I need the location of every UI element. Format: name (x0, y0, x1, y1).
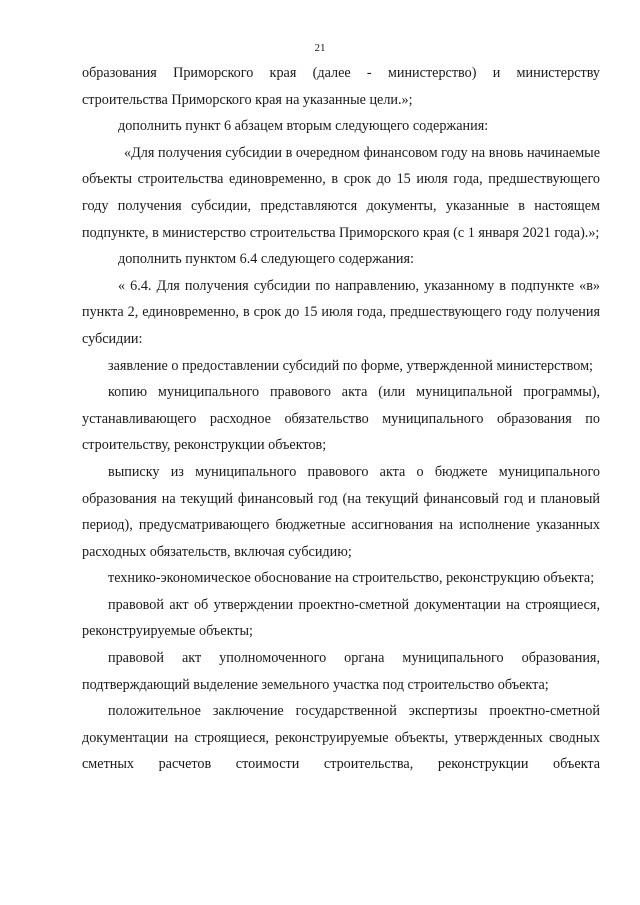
list-item-feasibility-study: технико-экономическое обоснование на строительство, реконструкцию объекта; (108, 570, 595, 587)
list-item-application: заявление о предоставлении субсидий по форме, утвержденной министерством; (108, 357, 593, 374)
paragraph-amend-point-6-4: дополнить пунктом 6.4 следующего содержания: (118, 251, 414, 268)
document-body (82, 60, 600, 778)
page-number: 21 (314, 42, 326, 54)
paragraph-continuation: образования Приморского края (далее - министерство) и министерству строительства Приморского края на указанные цели.»; (82, 65, 600, 108)
paragraph-quoted-text: «Для получения субсидии в очередном финансовом году на вновь начинаемые объекты строительства единовременно, в срок до 15 июля года, предшествующего году получения субсидии, представляются документы, указанные в настоящем подпункте, в министерство строительства Приморского края (с 1 января 2021 года).»; (82, 144, 600, 241)
paragraph-amend-point-6: дополнить пункт 6 абзацем вторым следующего содержания: (118, 118, 489, 135)
paragraph-point-6-4: « 6.4. Для получения субсидии по направлению, указанному в подпункте «в» пункта 2, единовременно, в срок до 15 июля года, предшествующего году получения субсидии: (82, 277, 600, 347)
list-item-state-expertise: положительное заключение государственной экспертизы проектно-сметной документации на строящиеся, реконструируемые объекты, утвержденных сводных сметных расчетов стоимости строительства, реконструкции объекта (82, 703, 600, 773)
list-item-design-approval: правовой акт об утверждении проектно-сметной документации на строящиеся, реконструируемые объекты; (82, 596, 600, 640)
list-item-legal-act-copy: копию муниципального правового акта (или муниципальной программы), устанавливающего расходное обязательство муниципального образования по строительству, реконструкции объектов; (82, 384, 600, 454)
list-item-land-allocation: правовой акт уполномоченного органа муниципального образования, подтверждающий выделение земельного участка под строительство объекта; (82, 650, 600, 693)
list-item-budget-extract: выписку из муниципального правового акта о бюджете муниципального образования на текущий финансовый год (на текущий финансовый год и плановый период), предусматривающего бюджетные ассигнования на исполнение указанных расходных обязательств, включая субсидию; (82, 463, 600, 560)
